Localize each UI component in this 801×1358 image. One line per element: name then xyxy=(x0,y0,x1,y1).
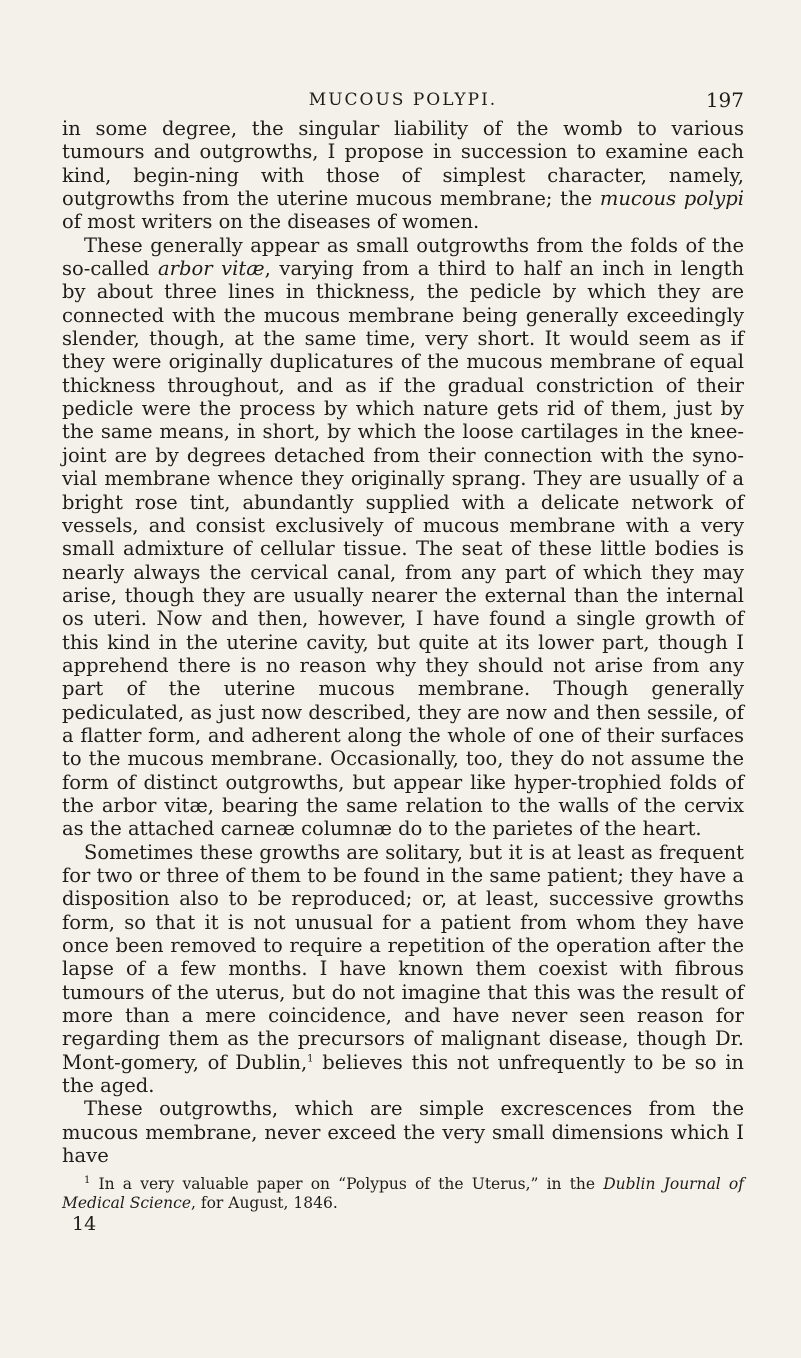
page-number: 197 xyxy=(705,88,744,112)
italic-text: arbor vitæ xyxy=(158,257,265,281)
paragraph xyxy=(62,841,744,1098)
paragraph xyxy=(62,117,744,234)
italic-text: Dublin Journal of Medical Science xyxy=(62,1175,744,1212)
text-run: These generally appear as small outgrowths from the folds of the so-called xyxy=(62,233,744,281)
signature-mark: 14 xyxy=(72,1213,97,1236)
text-run: These outgrowths, which are simple excrescences from the mucous membrane, never exceed the very small dimensions which I have xyxy=(62,1097,744,1168)
text-run: in some degree, the singular liability of the womb to various tumours and outgrowths, I propose in succession to examine each kind, begin-ning with those of simplest character, namely, outgrowths from the uterine mucous membrane; the xyxy=(62,117,744,211)
paragraph xyxy=(62,1097,744,1167)
footnote-marker: 1 xyxy=(307,1053,314,1065)
italic-text: mucous polypi xyxy=(599,187,745,211)
footnotes xyxy=(62,1175,744,1212)
footnote-marker: 1 xyxy=(84,1175,91,1187)
body-text xyxy=(62,117,744,1167)
text-run: In a very valuable paper on “Polypus of the Uterus,” in the xyxy=(90,1175,604,1194)
text-run: of most writers on the diseases of women. xyxy=(62,210,480,234)
text-run: , varying from a third to half an inch in length by about three lines in thickness, the pedicle by which they are connected with the mucous membrane being generally exceedingly slender, though, at the same time, very short. It would seem as if they were originally duplicatures of the mucous membrane of equal thickness throughout, and as if the gradual constriction of their pedicle were the process by which nature gets rid of them, just by the same means, in short, by which the loose cartilages in the knee-joint are by degrees detached from their connection with the syno-vial membrane whence they originally sprang. They are usually of a bright rose tint, abundantly supplied with a delicate network of vessels, and consist exclusively of mucous membrane with a very small admixture of cellular tissue. The seat of these little bodies is nearly always the cervical canal, from any part of which they may arise, though they are usually nearer the external than the internal os uteri. Now and then, however, I have found a single growth of this kind in the uterine cavity, but quite at its lower part, though I apprehend there is no reason why they should not arise from any part of the uterine mucous membrane. Though generally pediculated, as just now described, they are now and then sessile, of a flatter form, and adherent along the whole of one of their surfaces to the mucous membrane. Occasionally, too, they do not assume the form of distinct outgrowths, but appear like hyper-trophied folds of the arbor vitæ, bearing the same relation to the walls of the cervix as the attached carneæ columnæ do to the parietes of the heart. xyxy=(62,257,745,841)
text-run: believes this not unfrequently to be so in the aged. xyxy=(62,1050,744,1098)
running-head-title: MUCOUS POLYPI. xyxy=(308,90,498,110)
text-run: , for August, 1846. xyxy=(191,1193,338,1212)
footnote xyxy=(62,1175,744,1212)
paragraph xyxy=(62,234,744,841)
text-run: Sometimes these growths are solitary, but it is at least as frequent for two or three of them to be found in the same patient; they have a disposition also to be reproduced; or, at least, successive growths form, so that it is not unusual for a patient from whom they have once been removed to require a repetition of the operation after the lapse of a few months. I have known them coexist with fibrous tumours of the uterus, but do not imagine that this was the result of more than a mere coincidence, and have never seen reason for regarding them as the precursors of malignant disease, though Dr. Mont-gomery, of Dublin, xyxy=(62,840,744,1074)
running-head xyxy=(62,88,744,114)
